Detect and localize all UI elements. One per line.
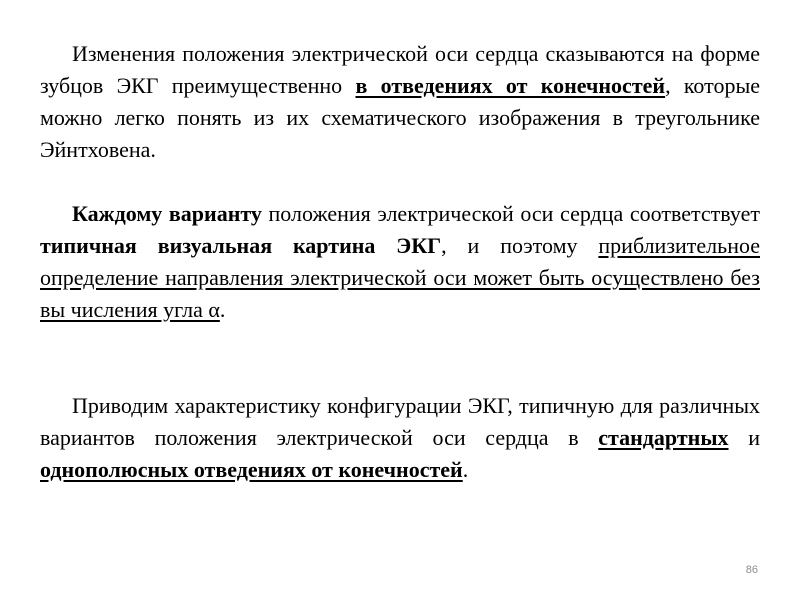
paragraph3-text-1: Приводим характеристику конфигурации ЭКГ, типичную для различных вариантов положения электрической оси сердца в [40, 393, 760, 450]
paragraph2-text-4: , и поэтому [441, 233, 599, 258]
paragraph3-text-5: . [462, 457, 469, 482]
paragraph1-text-3: , которые можно легко понять из их схематического изображения в треугольнике Эйнтховена. [40, 73, 760, 162]
typical-ecg-picture-emphasis: типичная визуальная картина ЭКГ [40, 233, 442, 258]
paragraph-configuration [40, 390, 760, 486]
paragraph1-text-1: Изменения положения электрической оси сердца сказываются на форме зубцов ЭКГ преимущественно [40, 41, 760, 98]
paragraph2-text-6: . [219, 297, 226, 322]
unipolar-limb-leads-emphasis: однополюсных отведениях от конечностей [40, 457, 463, 482]
each-variant-emphasis: Каждому варианту [72, 201, 262, 226]
paragraph-axis-changes [40, 38, 760, 166]
limb-leads-emphasis: в отведениях от конечностей [355, 73, 666, 98]
paragraph-each-variant [40, 198, 760, 326]
paragraph3-text-3: и [728, 425, 760, 450]
standard-leads-emphasis: стандартных [598, 425, 729, 450]
paragraph2-text-2: положения электрической оси сердца соответствует [261, 201, 761, 226]
page-number: 86 [745, 564, 758, 576]
approximate-determination-underlined: приблизительное определение направления электрической оси может быть осуществлено без вы числения угла α [40, 233, 760, 322]
